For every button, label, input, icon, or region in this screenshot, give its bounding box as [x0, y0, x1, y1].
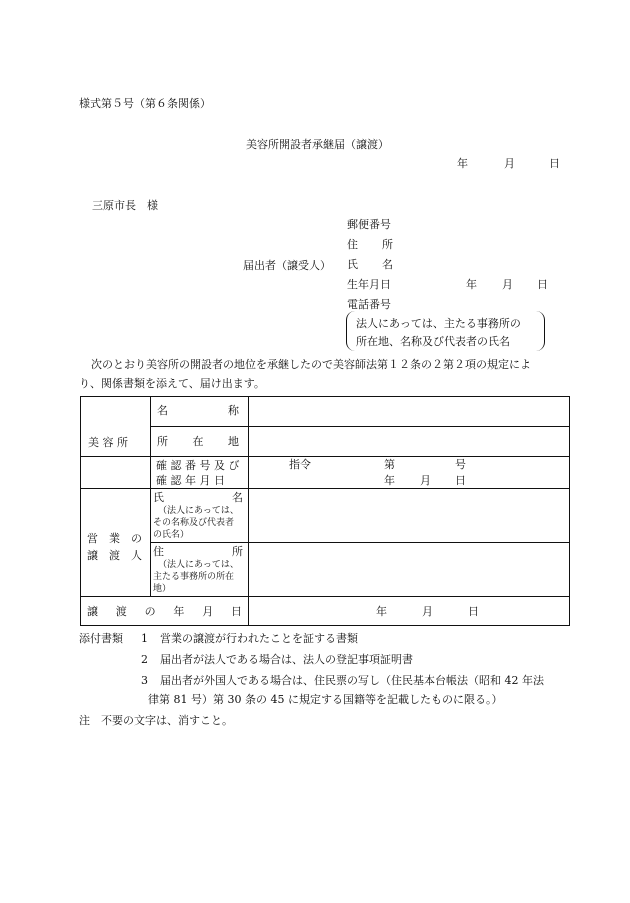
- attachment-1: 営業の譲渡が行われたことを証する書類: [160, 632, 358, 645]
- addressee: 三原市長 様: [92, 199, 158, 212]
- form-number: 様式第５号（第６条関係）: [79, 97, 211, 110]
- attachment-1-number: 1: [141, 632, 148, 645]
- name-label: 氏 名: [347, 258, 393, 271]
- birthdate-label: 生年月日: [347, 278, 391, 291]
- attachment-2-number: 2: [141, 653, 148, 666]
- transferor-name-note3: の氏名）: [153, 530, 190, 540]
- salon-name-label: 名 称: [157, 404, 239, 417]
- transferor-address-note1: （法人にあっては、: [158, 560, 239, 570]
- transfer-year[interactable]: 年: [376, 605, 387, 618]
- transferor-name-note2: その名称及び代表者: [153, 518, 235, 528]
- corporate-note-line2: 所在地、名称及び代表者の氏名: [356, 335, 510, 348]
- confirm-year[interactable]: 年: [384, 474, 395, 487]
- date-month[interactable]: 月: [504, 157, 515, 170]
- footnote: 注 不要の文字は、消すこと。: [79, 714, 233, 727]
- birth-year[interactable]: 年: [466, 278, 477, 291]
- date-year[interactable]: 年: [457, 157, 468, 170]
- transferor-address-note3: 地）: [153, 584, 172, 594]
- birth-day[interactable]: 日: [537, 278, 548, 291]
- phone-label: 電話番号: [347, 298, 391, 311]
- salon-name-field[interactable]: [250, 398, 568, 425]
- directive-label: 指令: [289, 458, 311, 471]
- transferor-label-line2: 譲 渡 人: [87, 549, 142, 562]
- transferor-name-label: 氏 名: [153, 491, 243, 504]
- number-go: 号: [455, 458, 466, 471]
- date-day[interactable]: 日: [549, 157, 560, 170]
- transferor-address-field[interactable]: [250, 544, 568, 595]
- intro-line2: り、関係書類を添えて、届け出ます。: [79, 377, 265, 390]
- confirm-day[interactable]: 日: [455, 474, 466, 487]
- birth-month[interactable]: 月: [502, 278, 513, 291]
- attachment-2: 届出者が法人である場合は、法人の登記事項証明書: [160, 653, 413, 666]
- confirmation-date-label: 確 認 年 月 日: [156, 474, 225, 487]
- attachments-label: 添付書類: [79, 632, 123, 645]
- address-label: 住 所: [347, 238, 393, 251]
- transfer-day[interactable]: 日: [468, 605, 479, 618]
- confirmation-number-label: 確 認 番 号 及 び: [156, 459, 240, 472]
- salon-label: 美 容 所: [88, 436, 128, 449]
- transfer-month[interactable]: 月: [422, 605, 433, 618]
- attachment-3-line1: 届出者が外国人である場合は、住民票の写し（住民基本台帳法（昭和 42 年法: [160, 674, 544, 687]
- transferor-label-line1: 営 業 の: [87, 532, 142, 545]
- postal-code-label: 郵便番号: [347, 218, 391, 231]
- transferor-name-note1: （法人にあっては、: [158, 506, 239, 516]
- application-table: [80, 396, 570, 626]
- applicant-label: 届出者（譲受人）: [243, 259, 331, 272]
- transferor-name-field[interactable]: [250, 490, 568, 541]
- salon-location-label: 所 在 地: [157, 435, 239, 448]
- corporate-note-line1: 法人にあっては、主たる事務所の: [356, 317, 521, 330]
- salon-location-field[interactable]: [250, 428, 568, 455]
- attachment-3-line2: 律第 81 号）第 30 条の 45 に規定する国籍等を記載したものに限る。）: [148, 693, 503, 706]
- transferor-address-note2: 主たる事務所の所在: [153, 572, 235, 582]
- document-title: 美容所開設者承継届（譲渡）: [246, 138, 389, 151]
- attachment-3-number: 3: [141, 674, 148, 687]
- intro-line1: 次のとおり美容所の開設者の地位を承継したので美容師法第１２条の２第２項の規定によ: [91, 358, 531, 371]
- number-dai: 第: [384, 458, 395, 471]
- confirm-month[interactable]: 月: [420, 474, 431, 487]
- transferor-address-label: 住 所: [153, 545, 243, 558]
- transfer-date-label: 譲 渡 の 年 月 日: [87, 605, 242, 618]
